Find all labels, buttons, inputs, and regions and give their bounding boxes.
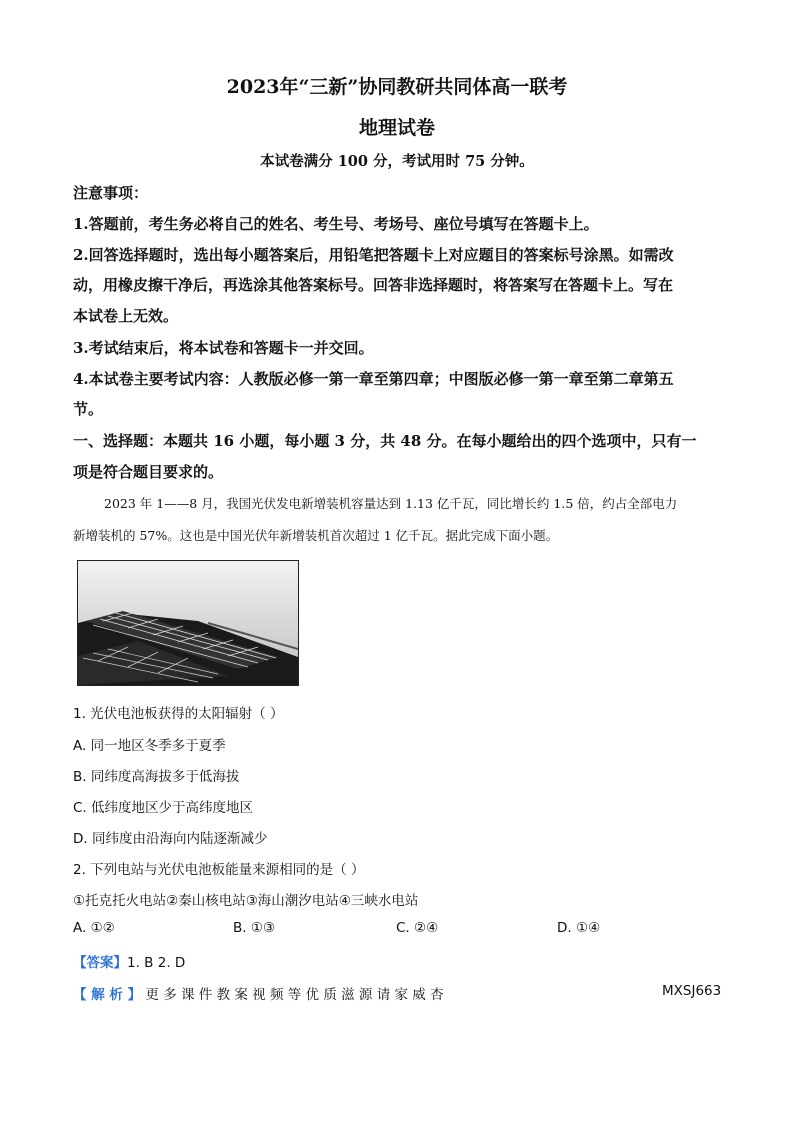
section-heading-line-2: 项是符合题目要求的。 — [73, 463, 224, 481]
passage-line-1: 2023 年 1——8 月，我国光伏发电新增装机容量达到 1.13 亿千瓦，同比增长约 1.5 倍，约占全部电力 — [104, 496, 678, 511]
answer-line — [73, 951, 185, 971]
solar-panel-photo — [77, 560, 299, 686]
answer-text: 1. B 2. D — [127, 955, 186, 971]
analysis-text: 更 多 课 件 教 案 视 频 等 优 质 滋 源 请 家 威 杏 — [145, 987, 444, 1003]
question-1-option-c: C. 低纬度地区少于高纬度地区 — [73, 800, 254, 816]
question-2-option-c: C. ②④ — [396, 920, 439, 936]
question-2-option-a: A. ①② — [73, 920, 115, 936]
question-1-stem: 1. 光伏电池板获得的太阳辐射（ ） — [73, 706, 284, 722]
notes-heading: 注意事项： — [73, 184, 149, 202]
question-1-option-b: B. 同纬度高海拔多于低海拔 — [73, 769, 240, 785]
note-2-line-1: 2.回答选择题时，选出每小题答案后，用铅笔把答题卡上对应题目的答案标号涂黑。如需改 — [73, 246, 674, 264]
question-2-option-d: D. ①④ — [557, 920, 601, 936]
note-1: 1.答题前，考生务必将自己的姓名、考生号、考场号、座位号填写在答题卡上。 — [73, 215, 599, 233]
note-2-line-2: 动，用橡皮擦干净后，再选涂其他答案标号。回答非选择题时，将答案写在答题卡上。写在 — [73, 276, 674, 294]
answer-label: 【答案】 — [73, 955, 127, 971]
subject-title: 地理试卷 — [358, 117, 435, 139]
note-2-line-3: 本试卷上无效。 — [73, 307, 179, 325]
question-1-option-a: A. 同一地区冬季多于夏季 — [73, 738, 226, 754]
note-4-line-2: 节。 — [73, 400, 104, 418]
question-1-option-d: D. 同纬度由沿海向内陆逐渐减少 — [73, 831, 268, 847]
note-3: 3.考试结束后，将本试卷和答题卡一并交回。 — [73, 339, 374, 357]
exam-title: 2023年“三新”协同教研共同体高一联考 — [226, 76, 568, 98]
analysis-label: 【 解 析 】 — [73, 987, 142, 1003]
question-2-option-b: B. ①③ — [233, 920, 276, 936]
question-2-stem: 2. 下列电站与光伏电池板能量来源相同的是（ ） — [73, 862, 365, 878]
section-heading-line-1: 一、选择题：本题共 16 小题，每小题 3 分，共 48 分。在每小题给出的四个选项中，只有一 — [73, 432, 697, 450]
note-4-line-1: 4.本试卷主要考试内容：人教版必修一第一章至第四章；中图版必修一第一章至第二章第五 — [73, 370, 674, 388]
doc-code: MXSJ663 — [662, 983, 722, 999]
question-2-items: ①托克托火电站②秦山核电站③海山潮汐电站④三峡水电站 — [73, 893, 419, 909]
passage-line-2: 新增装机的 57%。这也是中国光伏年新增装机首次超过 1 亿千瓦。据此完成下面小题。 — [73, 528, 559, 543]
analysis-line — [73, 983, 444, 1003]
exam-info: 本试卷满分 100 分，考试用时 75 分钟。 — [260, 153, 534, 170]
